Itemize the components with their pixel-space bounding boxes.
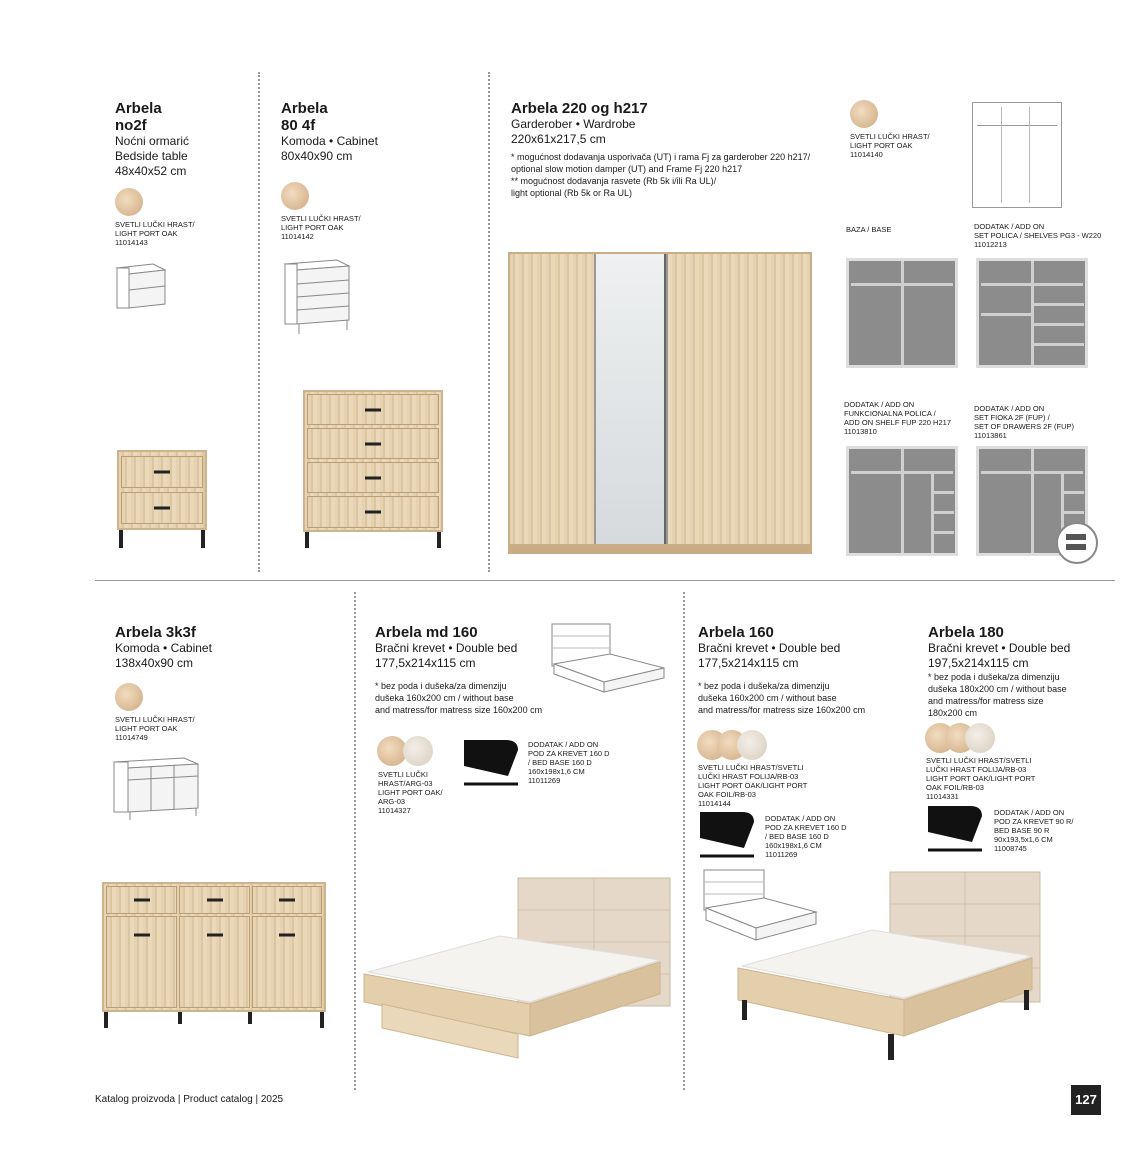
bed-base-addon-icon xyxy=(926,804,986,854)
finish-swatches xyxy=(377,736,435,766)
wardrobe-line-drawing xyxy=(972,102,1062,208)
addon-label: DODATAK / ADD ON SET FIOKA 2F (FUP) / SET OF DRAWERS 2F (FUP) 11013861 xyxy=(974,404,1075,440)
product-dimensions: 80x40x90 cm xyxy=(281,149,353,163)
finish-swatch xyxy=(115,683,143,711)
addon-label: DODATAK / ADD ON POD ZA KREVET 160 D / BED BASE 160 D 160x198x1,6 CM 11011269 xyxy=(528,740,610,785)
footer-text: Katalog proizvoda | Product catalog | 2025 xyxy=(95,1094,284,1105)
product-80-4f xyxy=(281,100,378,164)
finish-swatch xyxy=(281,182,309,210)
drawer-detail-zoom xyxy=(1056,522,1098,564)
separator xyxy=(488,72,490,572)
cabinet-3k3f-image xyxy=(102,882,326,1028)
finish-label: SVETLI LUČKI HRAST/SVETLI LUČKI HRAST FOLIJA/RB-03 LIGHT PORT OAK/LIGHT PORT OAK FOIL/RB-03 11014144 xyxy=(698,763,808,808)
page-number: 127 xyxy=(1071,1085,1101,1115)
product-dimensions: 197,5x214x115 cm xyxy=(928,656,1029,670)
finish-swatch xyxy=(115,188,143,216)
product-dimensions: 138x40x90 cm xyxy=(115,656,194,670)
finish-label: SVETLI LUČKI HRAST/SVETLI LUČKI HRAST FOLIJA/RB-03 LIGHT PORT OAK/LIGHT PORT OAK FOIL/RB-03 11014331 xyxy=(926,756,1036,801)
product-subtitle: Garderober • Wardrobe xyxy=(511,117,636,131)
product-title: Arbela md 160 xyxy=(375,624,478,641)
addon-label: DODATAK / ADD ON FUNKCIONALNA POLICA / ADD ON SHELF FUP 220 H217 11013810 xyxy=(844,400,951,436)
product-3k3f xyxy=(115,624,212,671)
product-subtitle: Komoda • Cabinet xyxy=(281,134,378,148)
product-dimensions: 48x40x52 cm xyxy=(115,164,187,178)
product-title: no2f xyxy=(115,117,147,134)
wardrobe-base-image xyxy=(846,258,958,368)
product-no2f xyxy=(115,100,189,179)
cabinet-3k3f-line-drawing xyxy=(110,754,202,824)
product-title: 80 4f xyxy=(281,117,316,134)
bed-md-160-image xyxy=(360,876,680,1066)
bed-base-addon-icon xyxy=(462,738,522,788)
product-title: Arbela xyxy=(115,100,162,117)
bedside-table-image xyxy=(117,450,207,548)
section-divider xyxy=(95,580,1115,581)
wardrobe-image xyxy=(508,252,812,554)
product-180 xyxy=(928,624,1070,719)
product-dimensions: 177,5x214x115 cm xyxy=(375,656,476,670)
addon-label: DODATAK / ADD ON POD ZA KREVET 160 D / BED BASE 160 D 160x198x1,6 CM 11011269 xyxy=(765,814,847,859)
product-title: Arbela 160 xyxy=(698,624,774,641)
product-note: * bez poda i dušeka/za dimenziju dušeka 160x200 cm / without base and matress/for matress size 160x200 cm xyxy=(375,681,543,715)
cabinet-line-drawing xyxy=(281,256,353,338)
product-title: Arbela 3k3f xyxy=(115,624,196,641)
product-note: * mogućnost dodavanja usporivača (UT) i rama Fj za garderober 220 h217/ optional slow motion damper (UT) and Frame Fj 220 h217 ** mogućnost dodavanja rasvete (Rb 5k i/ili Ra UL)/ light optional (Rb 5k or Ra UL) xyxy=(511,152,811,198)
product-subtitle: Bračni krevet • Double bed xyxy=(928,641,1071,655)
finish-label: SVETLI LUČKI HRAST/ LIGHT PORT OAK 11014749 xyxy=(115,715,195,742)
addon-label: BAZA / BASE xyxy=(846,225,892,234)
product-subtitle: Noćni ormarić xyxy=(115,134,190,148)
product-note: * bez poda i dušeka/za dimenziju dušeka 180x200 cm / without base and matress/for matress size 180x200 cm xyxy=(928,672,1067,718)
addon-label: DODATAK / ADD ON POD ZA KREVET 90 R/ BED BASE 90 R 90x193,5x1,6 CM 11008745 xyxy=(994,808,1074,853)
separator xyxy=(354,592,356,1090)
finish-swatches xyxy=(925,723,997,753)
product-160 xyxy=(698,624,865,716)
product-wardrobe xyxy=(511,100,831,199)
product-title: Arbela xyxy=(281,100,328,117)
wardrobe-shelves-image xyxy=(976,258,1088,368)
product-dimensions: 177,5x214x115 cm xyxy=(698,656,799,670)
product-subtitle: Bračni krevet • Double bed xyxy=(698,641,841,655)
bed-160-180-image xyxy=(732,870,1048,1066)
product-subtitle: Komoda • Cabinet xyxy=(115,641,212,655)
finish-swatch xyxy=(850,100,878,128)
product-title: Arbela 220 og h217 xyxy=(511,100,648,117)
finish-label: SVETLI LUČKI HRAST/ LIGHT PORT OAK 11014143 xyxy=(115,220,195,247)
finish-swatches xyxy=(697,730,769,760)
product-title: Arbela 180 xyxy=(928,624,1004,641)
bedside-line-drawing xyxy=(113,258,169,314)
bed-base-addon-icon xyxy=(698,810,758,860)
product-subtitle: Bedside table xyxy=(115,149,188,163)
separator xyxy=(683,592,685,1090)
bed-line-drawing xyxy=(548,620,668,698)
addon-label: DODATAK / ADD ON SET POLICA / SHELVES PG3 - W220 11012213 xyxy=(974,222,1102,249)
product-md-160 xyxy=(375,624,542,716)
cabinet-80-4f-image xyxy=(303,390,443,548)
finish-label: SVETLI LUČKI HRAST/ LIGHT PORT OAK 11014140 xyxy=(850,132,930,159)
finish-label: SVETLI LUČKI HRAST/ARG-03 LIGHT PORT OAK/ ARG-03 11014327 xyxy=(378,770,443,815)
finish-label: SVETLI LUČKI HRAST/ LIGHT PORT OAK 11014142 xyxy=(281,214,361,241)
wardrobe-fup-shelf-image xyxy=(846,446,958,556)
product-dimensions: 220x61x217,5 cm xyxy=(511,132,606,146)
separator xyxy=(258,72,260,572)
product-note: * bez poda i dušeka/za dimenziju dušeka 160x200 cm / without base and matress/for matress size 160x200 cm xyxy=(698,681,866,715)
product-subtitle: Bračni krevet • Double bed xyxy=(375,641,518,655)
